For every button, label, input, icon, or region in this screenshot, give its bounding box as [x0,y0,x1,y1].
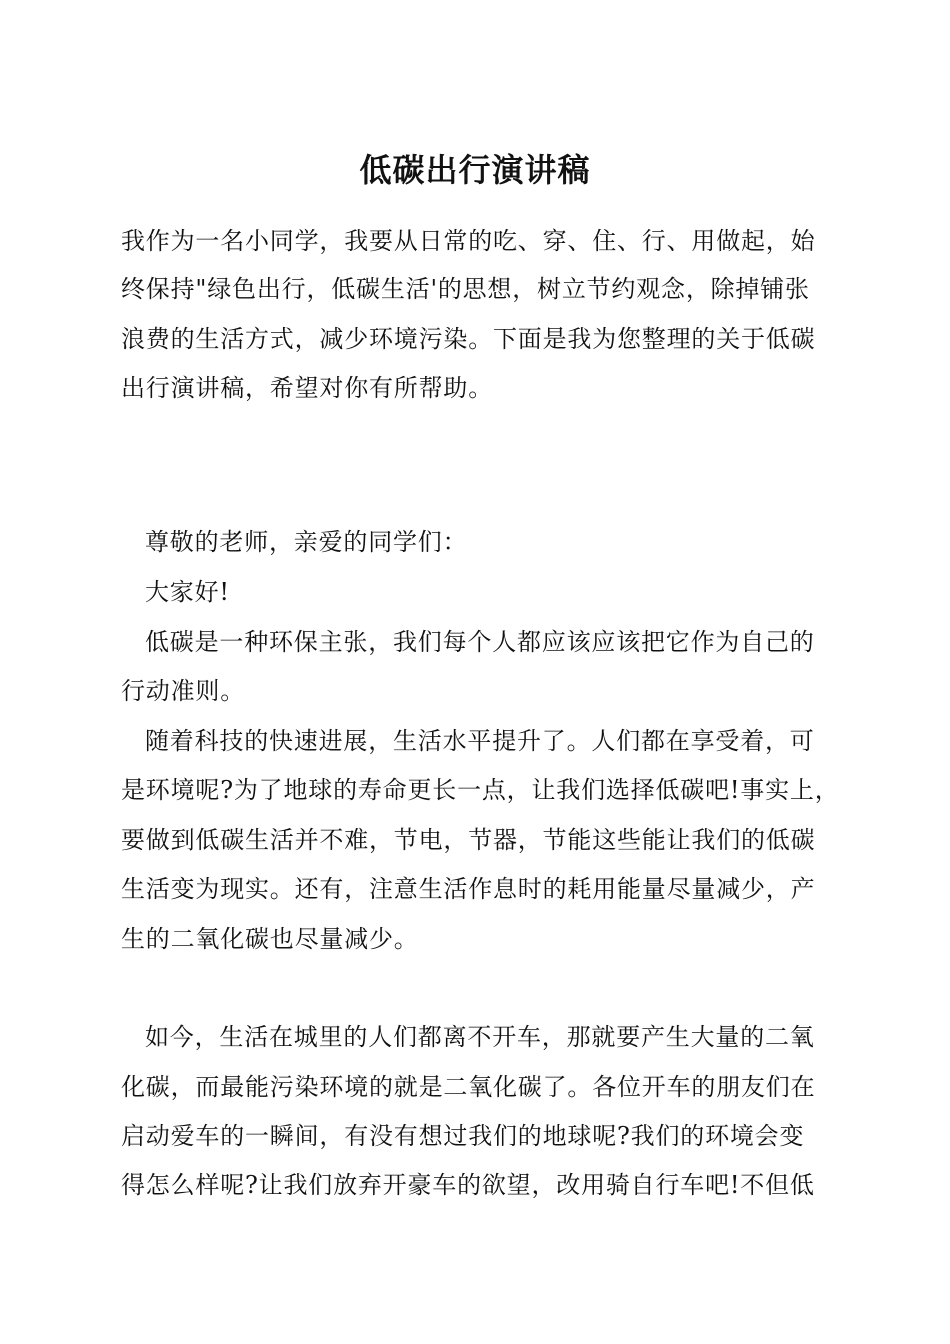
paragraph-2-line-3: 要做到低碳生活并不难，节电，节器，节能这些能让我们的低碳 [121,826,816,854]
paragraph-2-line-4: 生活变为现实。还有，注意生活作息时的耗用能量尽量减少，产 [121,875,816,903]
paragraph-3-line-1: 如今，生活在城里的人们都离不开车，那就要产生大量的二氧 [145,1023,815,1051]
paragraph-1-line-2: 行动准则。 [121,677,245,705]
paragraph-2-line-1: 随着科技的快速进展，生活水平提升了。人们都在享受着，可 [145,727,815,755]
intro-line-3: 浪费的生活方式，减少环境污染。下面是我为您整理的关于低碳 [121,325,816,353]
paragraph-1-line-1: 低碳是一种环保主张，我们每个人都应该应该把它作为自己的 [145,628,815,656]
intro-line-2: 终保持"绿色出行，低碳生活'的思想，树立节约观念，除掉铺张 [121,275,810,303]
greeting: 大家好! [145,578,230,606]
document-title: 低碳出行演讲稿 [359,151,591,189]
intro-line-1: 我作为一名小同学，我要从日常的吃、穿、住、行、用做起，始 [121,227,816,255]
intro-line-4: 出行演讲稿，希望对你有所帮助。 [121,374,493,402]
paragraph-3-line-4: 得怎么样呢?让我们放弃开豪车的欲望，改用骑自行车吧!不但低 [121,1171,815,1199]
paragraph-2-line-2: 是环境呢?为了地球的寿命更长一点，让我们选择低碳吧!事实上， [121,776,840,804]
paragraph-2-line-5: 生的二氧化碳也尽量减少。 [121,925,419,953]
paragraph-3-line-2: 化碳，而最能污染环境的就是二氧化碳了。各位开车的朋友们在 [121,1073,816,1101]
salutation: 尊敬的老师，亲爱的同学们： [145,528,468,556]
paragraph-3-line-3: 启动爱车的一瞬间，有没有想过我们的地球呢?我们的环境会变 [121,1122,805,1150]
